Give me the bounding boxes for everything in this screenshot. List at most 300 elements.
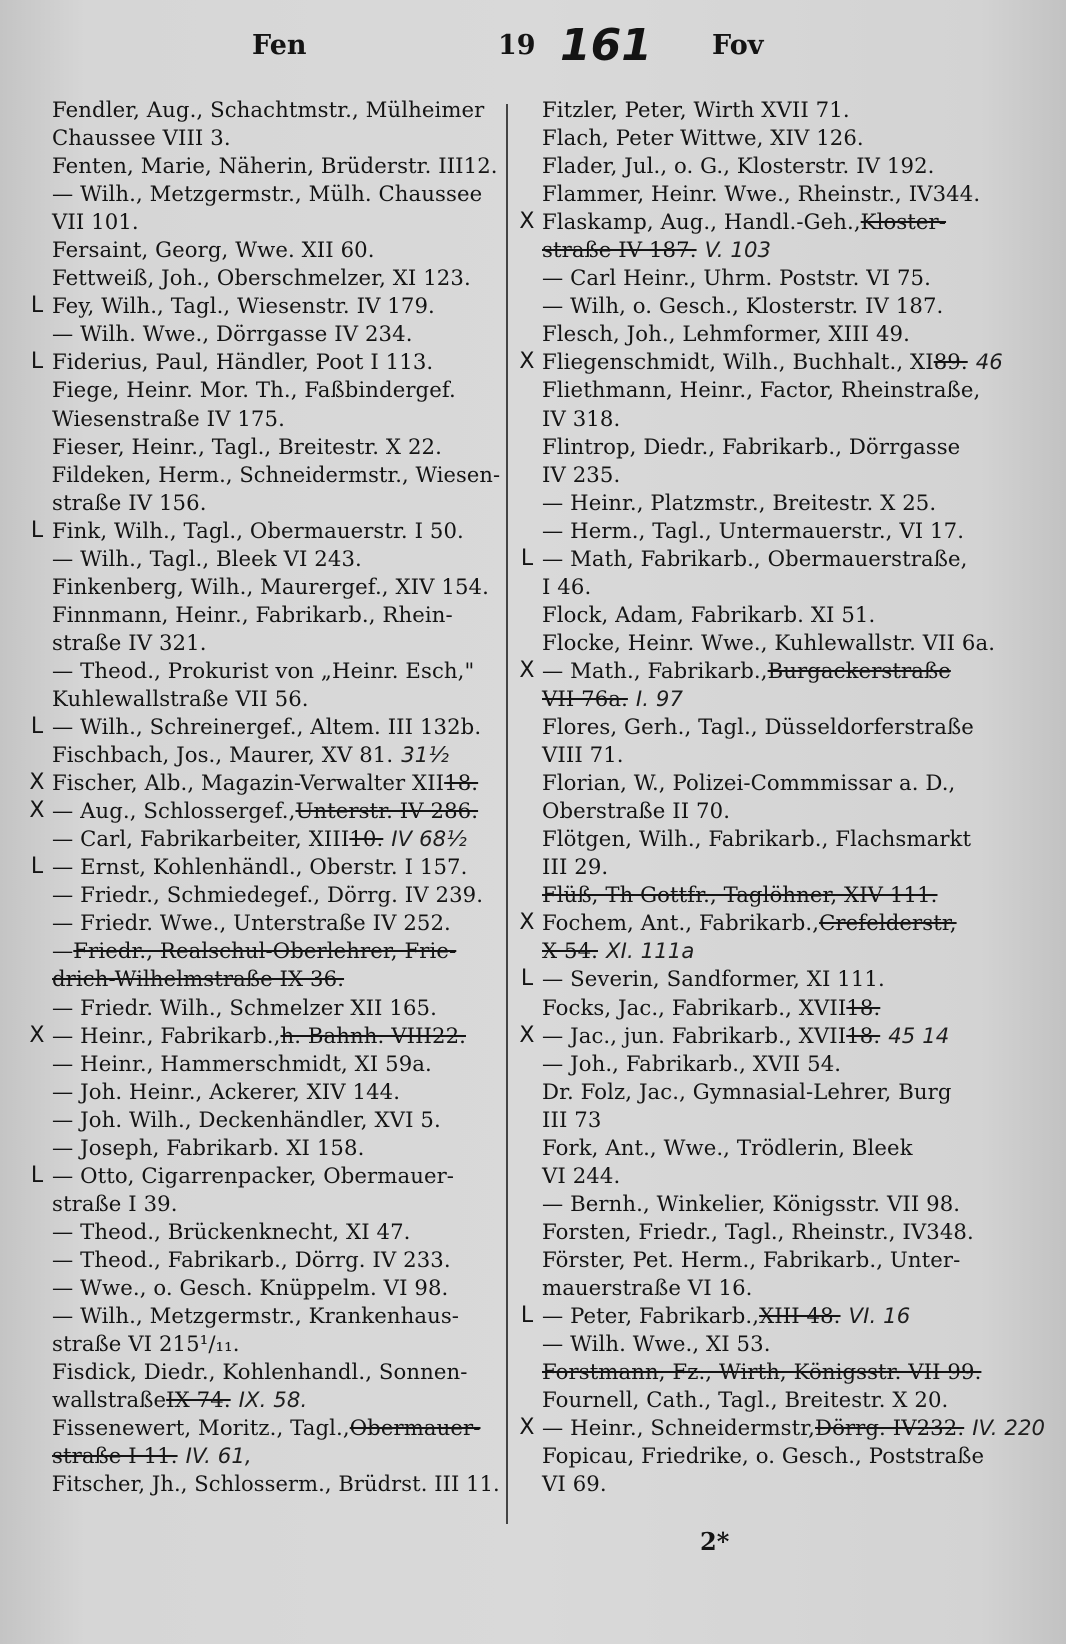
margin-mark	[512, 264, 542, 292]
directory-entry	[512, 461, 1060, 489]
header-left-catchword: Fen	[252, 30, 307, 61]
entry-text: Fitscher, Jh., Schlosserm., Brüdrst. III 11.	[51, 1471, 500, 1497]
entry-text: — Wilh. Wwe., Dörrgasse IV 234.	[52, 321, 413, 347]
margin-mark	[22, 1190, 52, 1218]
column-divider	[506, 104, 508, 1524]
margin-mark: L	[30, 349, 44, 375]
margin-mark: X	[519, 1022, 535, 1048]
directory-entry	[512, 405, 1060, 433]
margin-mark	[512, 1162, 542, 1190]
struck-text: Unterstr. IV 286.	[295, 798, 479, 824]
directory-entry	[512, 124, 1060, 152]
directory-entry	[512, 96, 1060, 124]
directory-entry	[22, 769, 500, 797]
directory-entry	[512, 152, 1060, 180]
margin-mark: X	[519, 209, 535, 235]
entry-text: Fiege, Heinr. Mor. Th., Faßbindergef.	[52, 377, 456, 403]
margin-mark	[512, 1134, 542, 1162]
directory-entry	[512, 517, 1060, 545]
directory-entry	[512, 1302, 1060, 1330]
entry-text: Chaussee VIII 3.	[52, 125, 231, 151]
entry-text: — Wilh., Metzgermstr., Mülh. Chaussee	[52, 181, 483, 207]
directory-entry	[512, 909, 1060, 937]
entry-text: Flach, Peter Wittwe, XIV 126.	[542, 125, 864, 151]
handwritten-correction: XI. 111a	[606, 938, 695, 964]
entry-text: Finkenberg, Wilh., Maurergef., XIV 154.	[52, 573, 489, 599]
margin-mark	[512, 1078, 542, 1106]
entry-text: Focks, Jac., Fabrikarb., XVII	[542, 994, 847, 1020]
directory-entry	[22, 1190, 500, 1218]
directory-entry	[512, 236, 1060, 264]
directory-entry	[22, 152, 500, 180]
directory-entry	[22, 405, 500, 433]
directory-entry	[512, 1386, 1060, 1414]
directory-entry	[22, 1302, 500, 1330]
directory-entry	[512, 180, 1060, 208]
margin-mark	[512, 96, 542, 124]
entry-text: — Wilh., Metzgermstr., Krankenhaus-	[52, 1303, 460, 1329]
entry-text: Finnmann, Heinr., Fabrikarb., Rhein-	[52, 601, 453, 627]
entry-text: Fochem, Ant., Fabrikarb.,	[542, 910, 820, 936]
entry-text: — Friedr., Schmiedegef., Dörrg. IV 239.	[52, 882, 484, 908]
directory-entry	[512, 1414, 1060, 1442]
struck-text: Flüß, Th Gottfr., Taglöhner, XIV 111.	[542, 882, 938, 908]
directory-entry	[22, 124, 500, 152]
margin-mark	[512, 1050, 542, 1078]
margin-mark	[22, 1470, 52, 1498]
handwritten-correction: 31½	[401, 742, 449, 768]
margin-mark	[22, 965, 52, 993]
entry-text: III 29.	[542, 854, 609, 880]
entry-text: Oberstraße II 70.	[542, 798, 731, 824]
entry-text: — Theod., Brückenknecht, XI 47.	[52, 1218, 411, 1244]
directory-entry	[512, 348, 1060, 376]
margin-mark	[22, 405, 52, 433]
entry-text: — Peter, Fabrikarb.,	[542, 1303, 760, 1329]
directory-entry	[22, 433, 500, 461]
margin-mark	[512, 1274, 542, 1302]
margin-mark	[512, 629, 542, 657]
directory-entry	[512, 657, 1060, 685]
margin-mark: L	[30, 714, 44, 740]
right-column	[512, 96, 1060, 1498]
struck-text: 89.	[933, 349, 968, 375]
margin-mark	[22, 994, 52, 1022]
directory-entry	[22, 1470, 500, 1498]
margin-mark	[512, 320, 542, 348]
directory-entry	[22, 1414, 500, 1442]
handwritten-correction: IX. 58.	[238, 1387, 308, 1413]
entry-text: Flores, Gerh., Tagl., Düsseldorferstraße	[542, 714, 974, 740]
margin-mark	[22, 320, 52, 348]
margin-mark	[22, 208, 52, 236]
entry-text: Fink, Wilh., Tagl., Obermauerstr. I 50.	[52, 517, 464, 543]
directory-entry	[512, 853, 1060, 881]
entry-text: Fettweiß, Joh., Oberschmelzer, XI 123.	[52, 265, 471, 291]
margin-mark	[22, 1246, 52, 1274]
margin-mark	[512, 1190, 542, 1218]
directory-entry	[22, 1330, 500, 1358]
entry-text: Förster, Pet. Herm., Fabrikarb., Unter-	[542, 1246, 961, 1272]
directory-entry	[22, 1078, 500, 1106]
entry-text: Flock, Adam, Fabrikarb. XI 51.	[542, 601, 876, 627]
entry-text: VI 244.	[542, 1162, 621, 1188]
entry-text: — Wilh. Wwe., XI 53.	[542, 1331, 771, 1357]
directory-entry	[512, 489, 1060, 517]
header-right-catchword: Fov	[712, 30, 764, 61]
directory-entry	[22, 657, 500, 685]
entry-text: Fliegenschmidt, Wilh., Buchhalt., XI	[542, 349, 934, 375]
entry-text: Fischer, Alb., Magazin-Verwalter XII	[52, 770, 445, 796]
entry-text: Dr. Folz, Jac., Gymnasial-Lehrer, Burg	[542, 1078, 952, 1104]
margin-mark: L	[30, 517, 44, 543]
entry-text: — Wilh, o. Gesch., Klosterstr. IV 187.	[542, 293, 944, 319]
margin-mark	[512, 881, 542, 909]
margin-mark	[512, 1470, 542, 1498]
entry-text: — Ernst, Kohlenhändl., Oberstr. I 157.	[52, 854, 468, 880]
entry-text: — Theod., Prokurist von „Heinr. Esch,"	[52, 657, 475, 683]
directory-entry	[512, 769, 1060, 797]
entry-text: Flötgen, Wilh., Fabrikarb., Flachsmarkt	[542, 826, 972, 852]
directory-entry	[22, 797, 500, 825]
struck-text: Forstmann, Fz., Wirth, Königsstr. VII 99.	[542, 1359, 982, 1385]
entry-text: — Otto, Cigarrenpacker, Obermauer-	[52, 1162, 455, 1188]
margin-mark	[512, 1106, 542, 1134]
margin-mark: X	[29, 798, 45, 824]
margin-mark	[512, 124, 542, 152]
handwritten-correction: I. 97	[635, 685, 684, 711]
directory-entry	[512, 1106, 1060, 1134]
margin-mark	[512, 489, 542, 517]
directory-entry	[512, 881, 1060, 909]
directory-entry	[22, 208, 500, 236]
directory-entry	[512, 545, 1060, 573]
entry-text: — Heinr., Hammerschmidt, XI 59a.	[52, 1050, 432, 1076]
margin-mark: L	[30, 854, 44, 880]
margin-mark: X	[519, 349, 535, 375]
entry-text: — Aug., Schlossergef.,	[52, 798, 296, 824]
margin-mark	[512, 1246, 542, 1274]
directory-entry	[512, 965, 1060, 993]
struck-text: Obermauer-	[349, 1415, 481, 1441]
struck-text: VII 76a.	[542, 685, 628, 711]
entry-text: — Heinr., Platzmstr., Breitestr. X 25.	[542, 489, 937, 515]
directory-entry	[512, 433, 1060, 461]
directory-entry	[512, 1134, 1060, 1162]
struck-text: straße I 11.	[52, 1443, 178, 1469]
directory-entry	[22, 489, 500, 517]
directory-entry	[512, 292, 1060, 320]
entry-text: — Theod., Fabrikarb., Dörrg. IV 233.	[52, 1246, 451, 1272]
entry-text: Fliethmann, Heinr., Factor, Rheinstraße,	[542, 377, 981, 403]
directory-entry	[512, 208, 1060, 236]
margin-mark	[22, 909, 52, 937]
directory-entry	[22, 180, 500, 208]
directory-entry	[512, 264, 1060, 292]
entry-text: VIII 71.	[542, 742, 624, 768]
directory-entry	[22, 1274, 500, 1302]
margin-mark	[512, 573, 542, 601]
directory-entry	[512, 994, 1060, 1022]
margin-mark	[22, 1414, 52, 1442]
directory-entry	[512, 1470, 1060, 1498]
margin-mark	[22, 1050, 52, 1078]
entry-text: Flocke, Heinr. Wwe., Kuhlewallstr. VII 6a.	[542, 629, 996, 655]
directory-entry	[22, 1246, 500, 1274]
directory-entry	[22, 1134, 500, 1162]
directory-entry	[512, 685, 1060, 713]
directory-entry	[512, 1246, 1060, 1274]
handwritten-correction: IV. 61,	[185, 1443, 252, 1469]
page-number: 19	[498, 30, 536, 61]
margin-mark	[22, 1106, 52, 1134]
entry-text: — Bernh., Winkelier, Königsstr. VII 98.	[542, 1190, 961, 1216]
entry-text: — Wilh., Schreinergef., Altem. III 132b.	[52, 714, 482, 740]
directory-entry	[512, 825, 1060, 853]
directory-entry	[22, 545, 500, 573]
margin-mark	[22, 1386, 52, 1414]
directory-entry	[512, 1162, 1060, 1190]
entry-text: — Severin, Sandformer, XI 111.	[542, 966, 885, 992]
directory-entry	[512, 320, 1060, 348]
handwritten-page-number: 161	[560, 20, 652, 71]
margin-mark	[22, 741, 52, 769]
struck-text: XIII 48.	[759, 1303, 841, 1329]
margin-mark	[512, 292, 542, 320]
directory-entry	[512, 937, 1060, 965]
margin-mark	[22, 489, 52, 517]
margin-mark	[512, 601, 542, 629]
margin-mark	[512, 376, 542, 404]
struck-text: X 54.	[542, 938, 599, 964]
directory-entry	[512, 573, 1060, 601]
directory-entry	[512, 1330, 1060, 1358]
entry-text: — Jac., jun. Fabrikarb., XVII	[542, 1022, 847, 1048]
margin-mark	[22, 937, 52, 965]
entry-text: —	[52, 938, 74, 964]
margin-mark	[22, 881, 52, 909]
entry-text: Fieser, Heinr., Tagl., Breitestr. X 22.	[52, 433, 442, 459]
entry-text: VI 69.	[542, 1471, 607, 1497]
directory-entry	[22, 376, 500, 404]
directory-entry	[512, 1190, 1060, 1218]
margin-mark	[512, 180, 542, 208]
struck-text: Friedr., Realschul-Oberlehrer, Frie-	[73, 938, 457, 964]
entry-text: — Carl Heinr., Uhrm. Poststr. VI 75.	[542, 265, 931, 291]
margin-mark	[22, 1442, 52, 1470]
entry-text: wallstraße	[52, 1387, 167, 1413]
margin-mark: L	[30, 293, 44, 319]
entry-text: — Joh. Heinr., Ackerer, XIV 144.	[52, 1078, 401, 1104]
handwritten-correction: 46	[975, 349, 1003, 375]
margin-mark: X	[519, 1415, 535, 1441]
struck-text: Dörrg. IV232.	[815, 1415, 965, 1441]
directory-entry	[22, 881, 500, 909]
entry-text: Fendler, Aug., Schachtmstr., Mülheimer	[52, 97, 485, 122]
margin-mark	[512, 433, 542, 461]
directory-entry	[512, 1078, 1060, 1106]
margin-mark	[22, 433, 52, 461]
directory-entry	[22, 1050, 500, 1078]
entry-text: — Carl, Fabrikarbeiter, XIII	[52, 826, 350, 852]
margin-mark: X	[29, 1022, 45, 1048]
entry-text: Fisdick, Diedr., Kohlenhandl., Sonnen-	[52, 1359, 468, 1385]
struck-text: 18.	[444, 770, 479, 796]
margin-mark	[22, 601, 52, 629]
struck-text: Burgackerstraße	[767, 657, 951, 683]
struck-text: 18.	[846, 994, 881, 1020]
directory-entry	[22, 1022, 500, 1050]
directory-entry	[512, 1358, 1060, 1386]
directory-entry	[22, 909, 500, 937]
struck-text: IX 74.	[166, 1387, 231, 1413]
entry-text: — Wwe., o. Gesch. Knüppelm. VI 98.	[52, 1274, 449, 1300]
handwritten-correction: IV. 220	[972, 1415, 1046, 1441]
entry-text: Fork, Ant., Wwe., Trödlerin, Bleek	[542, 1134, 913, 1160]
entry-text: Fournell, Cath., Tagl., Breitestr. X 20.	[542, 1387, 949, 1413]
margin-mark	[512, 152, 542, 180]
entry-text: — Math, Fabrikarb., Obermauerstraße,	[542, 545, 968, 571]
entry-text: Fersaint, Georg, Wwe. XII 60.	[52, 237, 375, 263]
directory-entry	[512, 629, 1060, 657]
directory-entry	[22, 741, 500, 769]
margin-mark	[22, 657, 52, 685]
margin-mark: X	[519, 910, 535, 936]
margin-mark	[22, 1134, 52, 1162]
margin-mark	[22, 152, 52, 180]
margin-mark	[22, 96, 52, 124]
margin-mark	[512, 1386, 542, 1414]
entry-text: Wiesenstraße IV 175.	[52, 405, 285, 431]
entry-text: Fildeken, Herm., Schneidermstr., Wiesen-	[51, 461, 501, 487]
page-header	[0, 20, 1066, 80]
struck-text: drich-Wilhelmstraße IX 36.	[52, 966, 345, 992]
margin-mark: L	[30, 1162, 44, 1188]
directory-entry	[22, 96, 500, 124]
directory-entry	[22, 461, 501, 489]
margin-mark	[22, 573, 52, 601]
entry-text: Fitzler, Peter, Wirth XVII 71.	[542, 97, 850, 122]
directory-entry	[22, 573, 500, 601]
directory-entry	[512, 797, 1060, 825]
entry-text: — Friedr. Wwe., Unterstraße IV 252.	[52, 910, 451, 936]
entry-text: straße IV 321.	[52, 629, 207, 655]
margin-mark	[512, 685, 542, 713]
margin-mark	[22, 264, 52, 292]
entry-text: — Heinr., Fabrikarb.,	[52, 1022, 281, 1048]
entry-text: Fiderius, Paul, Händler, Poot I 113.	[52, 349, 434, 375]
margin-mark	[512, 825, 542, 853]
margin-mark	[512, 853, 542, 881]
entry-text: IV 235.	[542, 461, 621, 487]
margin-mark	[512, 405, 542, 433]
entry-text: Fopicau, Friedrike, o. Gesch., Poststraße	[542, 1443, 985, 1469]
entry-text: VII 101.	[52, 209, 139, 235]
entry-text: Flintrop, Diedr., Fabrikarb., Dörrgasse	[542, 433, 961, 459]
handwritten-correction: IV 68½	[391, 826, 467, 852]
margin-mark	[22, 124, 52, 152]
margin-mark: L	[520, 966, 534, 992]
margin-mark	[22, 461, 52, 489]
directory-entry	[22, 1386, 500, 1414]
margin-mark	[22, 1330, 52, 1358]
entry-text: — Friedr. Wilh., Schmelzer XII 165.	[52, 994, 437, 1020]
margin-mark	[22, 236, 52, 264]
directory-entry	[512, 376, 1060, 404]
signature-mark: 2*	[700, 1527, 730, 1556]
struck-text: straße IV 187.	[542, 237, 697, 263]
entry-text: — Wilh., Tagl., Bleek VI 243.	[52, 545, 362, 571]
margin-mark	[512, 1218, 542, 1246]
entry-text: — Heinr., Schneidermstr,	[542, 1415, 815, 1441]
margin-mark	[512, 994, 542, 1022]
directory-entry	[22, 994, 500, 1022]
directory-entry	[22, 517, 500, 545]
directory-entry	[22, 825, 500, 853]
directory-entry	[512, 713, 1060, 741]
entry-text: mauerstraße VI 16.	[542, 1274, 753, 1300]
entry-text: Flesch, Joh., Lehmformer, XIII 49.	[542, 321, 910, 347]
directory-entry	[22, 320, 500, 348]
directory-entry	[22, 1358, 500, 1386]
directory-entry	[22, 965, 500, 993]
directory-entry	[22, 348, 500, 376]
entry-text: Kuhlewallstraße VII 56.	[52, 685, 309, 711]
margin-mark	[22, 180, 52, 208]
directory-entry	[22, 853, 500, 881]
margin-mark	[512, 1442, 542, 1470]
directory-entry	[22, 1106, 500, 1134]
entry-text: Florian, W., Polizei-Commmissar a. D.,	[542, 770, 956, 796]
margin-mark	[22, 629, 52, 657]
entry-text: Fenten, Marie, Näherin, Brüderstr. III12.	[52, 153, 498, 179]
entry-text: III 73	[542, 1106, 602, 1132]
margin-mark	[512, 1358, 542, 1386]
margin-mark	[22, 1078, 52, 1106]
margin-mark	[512, 236, 542, 264]
margin-mark	[512, 769, 542, 797]
entry-text: Fey, Wilh., Tagl., Wiesenstr. IV 179.	[52, 293, 435, 319]
directory-entry	[22, 685, 500, 713]
entry-text: — Herm., Tagl., Untermauerstr., VI 17.	[542, 517, 965, 543]
margin-mark	[512, 937, 542, 965]
handwritten-correction: 45 14	[888, 1022, 950, 1048]
margin-mark	[512, 517, 542, 545]
struck-text: 10.	[349, 826, 384, 852]
margin-mark: L	[520, 1303, 534, 1329]
directory-entry	[22, 236, 500, 264]
entry-text: Flaskamp, Aug., Handl.-Geh.,	[542, 209, 861, 235]
margin-mark	[22, 1358, 52, 1386]
margin-mark	[512, 797, 542, 825]
margin-mark	[512, 461, 542, 489]
struck-text: Kloster-	[860, 209, 947, 235]
margin-mark: X	[29, 770, 45, 796]
entry-text: — Joseph, Fabrikarb. XI 158.	[52, 1134, 365, 1160]
margin-mark	[22, 1274, 52, 1302]
directory-entry	[22, 937, 500, 965]
directory-entry	[22, 1162, 500, 1190]
margin-mark	[22, 825, 52, 853]
directory-entry	[22, 601, 500, 629]
struck-text: 18.	[846, 1022, 881, 1048]
entry-text: — Joh. Wilh., Deckenhändler, XVI 5.	[52, 1106, 441, 1132]
directory-entry	[512, 1050, 1060, 1078]
entry-text: IV 318.	[542, 405, 621, 431]
entry-text: Flader, Jul., o. G., Klosterstr. IV 192.	[542, 153, 935, 179]
handwritten-correction: V. 103	[704, 237, 772, 263]
directory-entry	[22, 629, 500, 657]
